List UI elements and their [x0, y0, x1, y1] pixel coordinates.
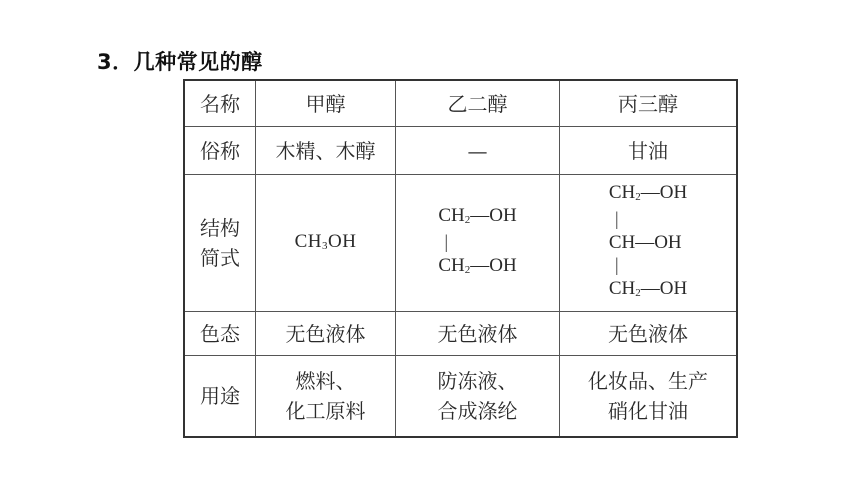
alias-glycerol: 甘油 [560, 127, 738, 175]
use-glycerol-line2: 硝化甘油 [608, 399, 688, 423]
section-heading: 3．几种常见的醇 [97, 50, 263, 74]
use-ethylene-glycol [396, 356, 560, 438]
glycerol-line3: $CH_2—OH$ [608, 278, 688, 299]
use-glycerol-line1: 化妆品、生产 [588, 369, 708, 393]
use-glycol-line1: 防冻液、 [437, 369, 518, 393]
structure-methanol [256, 175, 396, 312]
color-methanol: 无色液体 [256, 312, 396, 356]
glycerol-bond-1: | [614, 209, 619, 230]
structure-glycerol [560, 175, 738, 312]
glycol-line2: $CH_2—OH$ [438, 255, 517, 276]
structure-label-line2: 简式 [200, 246, 240, 270]
alias-ethylene-glycol: — [396, 127, 560, 175]
glycol-bond: | [444, 232, 449, 253]
structure-label-line1: 结构 [200, 216, 240, 240]
row-label-alias: 俗称 [184, 127, 256, 175]
glycerol-bond-2: | [614, 255, 619, 276]
row-label-structure [184, 175, 256, 312]
col-glycerol: 丙三醇 [560, 80, 738, 127]
row-color-state [184, 312, 737, 356]
row-use [184, 356, 737, 438]
structure-ethylene-glycol [396, 175, 560, 312]
alias-methanol: 木精、木醇 [256, 127, 396, 175]
row-label-use: 用途 [184, 356, 256, 438]
row-label-color-state: 色态 [184, 312, 256, 356]
glycol-line1: $CH_2—OH$ [438, 205, 517, 226]
formula-methanol: $CH_3OH$ [294, 231, 357, 252]
use-glycol-line2: 合成涤纶 [437, 399, 518, 423]
color-ethylene-glycol: 无色液体 [396, 312, 560, 356]
alcohols-table [183, 79, 738, 438]
formula-ethylene-glycol [438, 204, 516, 282]
row-name [184, 80, 737, 127]
use-methanol-line2: 化工原料 [285, 399, 366, 423]
glycerol-line1: $CH_2—OH$ [608, 182, 688, 203]
use-methanol-line1: 燃料、 [295, 369, 356, 393]
formula-glycerol [609, 181, 687, 305]
col-methanol: 甲醇 [256, 80, 396, 127]
color-glycerol: 无色液体 [560, 312, 738, 356]
glycerol-line2: CH—OH [608, 232, 682, 253]
use-methanol [256, 356, 396, 438]
use-glycerol [560, 356, 738, 438]
row-structure [184, 175, 737, 312]
row-alias [184, 127, 737, 175]
col-ethylene-glycol: 乙二醇 [396, 80, 560, 127]
row-label-name: 名称 [184, 80, 256, 127]
